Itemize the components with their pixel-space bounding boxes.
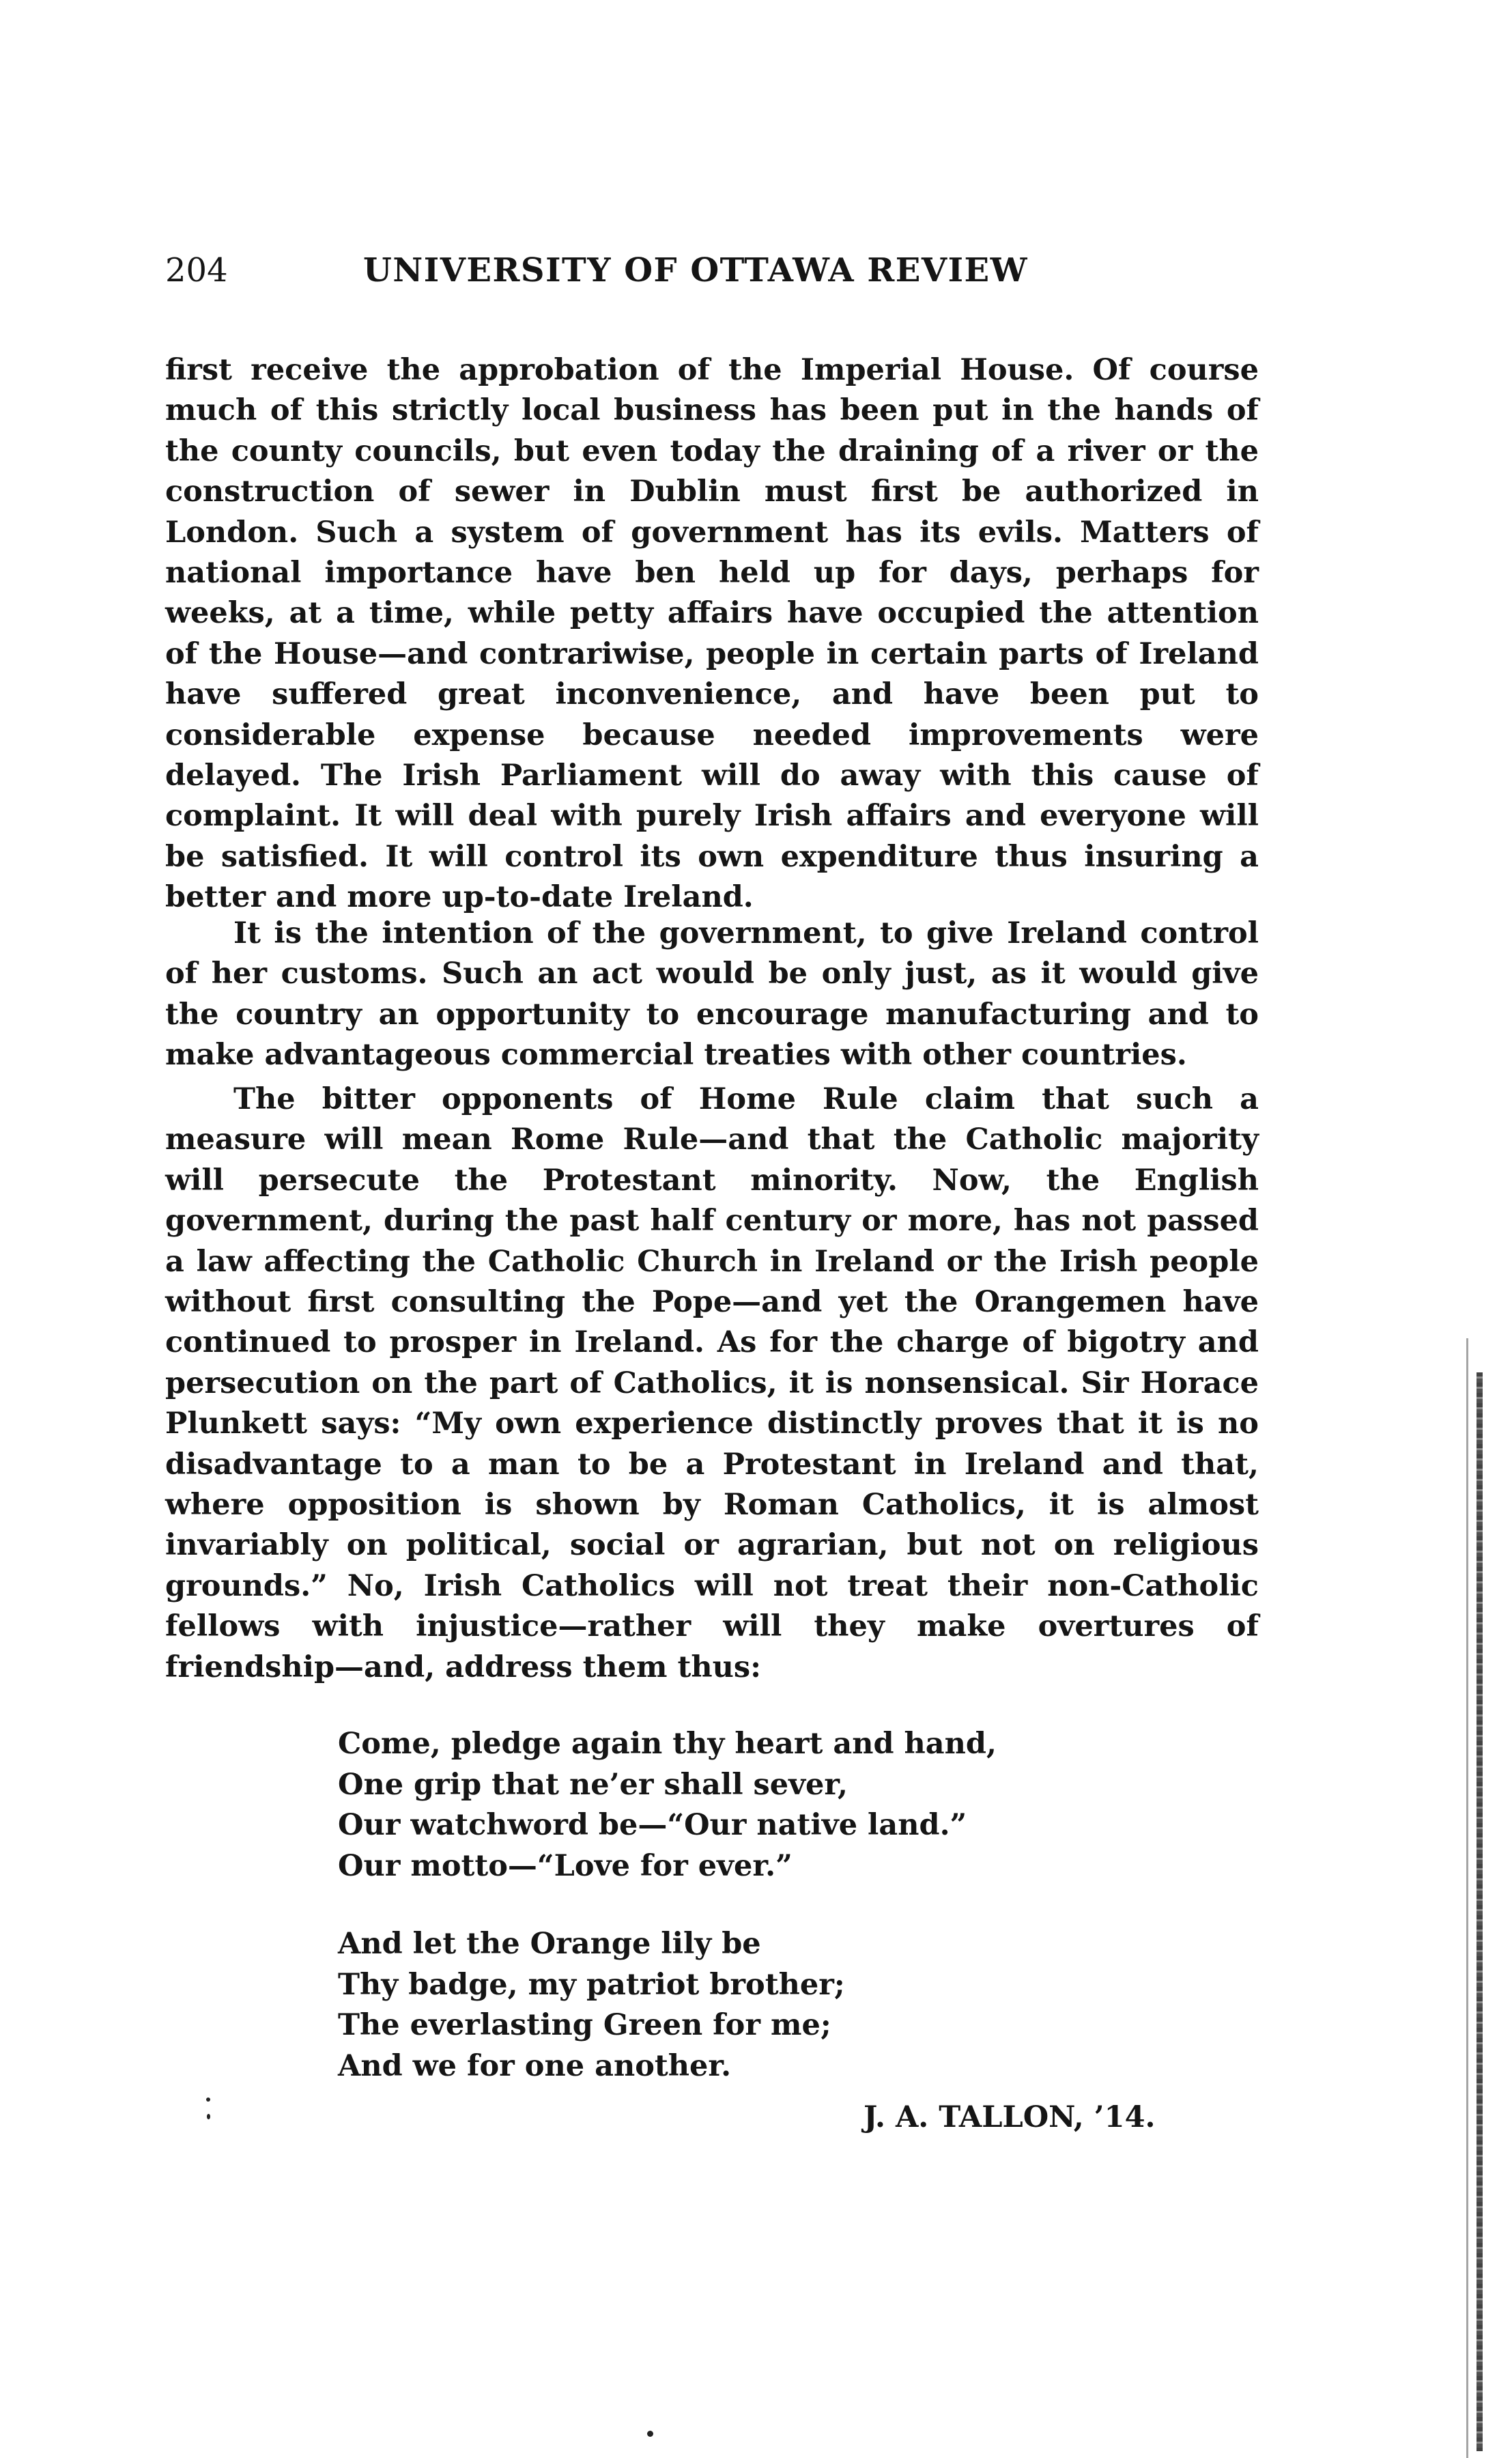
page-number: 204 (165, 251, 228, 289)
body-paragraph: It is the intention of the government, to give Ireland control of her customs. Such an act would be only just, as it would give the country an opportunity to encourage manufacturing and to make advantageous commercial treaties with other countries. (165, 916, 1259, 1073)
running-title: UNIVERSITY OF OTTAWA REVIEW (363, 251, 1029, 289)
scan-binding-edge (1477, 1372, 1483, 2451)
poem-line: Our watchword be—“Our native land.” (338, 1808, 967, 1842)
body-paragraph: first receive the approbation of the Imperial House. Of course much of this strictly local business has been put in the hands of the county councils, but even today the draining of a river or the construction of sewer in Dublin must first be authorized in London. Such a system of government has its evils. Matters of national importance have ben held up for days, perhaps for weeks, at a time, while petty affairs have occupied the attention of the House—and contrariwise, people in certain parts of Ireland have suffered great inconvenience, and have been put to considerable expense because needed improvements were delayed. The Irish Parliament will do away with this cause of complaint. It will deal with purely Irish affairs and everyone will be satisfied. It will control its own expenditure thus insuring a better and more up-to-date Ireland. (165, 353, 1259, 915)
scan-speck (206, 2097, 210, 2102)
poem-stanza (338, 1924, 1021, 2087)
poem-line: And let the Orange lily be (338, 1927, 761, 1961)
poem-line: Our motto—“Love for ever.” (338, 1848, 793, 1883)
poem-line: Come, pledge again thy heart and hand, (338, 1727, 997, 1761)
poem-line: One grip that ne’er shall sever, (338, 1767, 848, 1802)
scan-speck (647, 2431, 653, 2437)
poem-line: Thy badge, my patriot brother; (338, 1967, 845, 2002)
poem-line: And we for one another. (338, 2048, 732, 2083)
page-header (165, 243, 1257, 298)
scan-speck (207, 2114, 210, 2119)
poem-line: The everlasting Green for me; (338, 2008, 831, 2042)
author-signature: J. A. TALLON, ’14. (864, 2100, 1156, 2134)
poem-stanza (338, 1724, 1021, 1887)
body-paragraph: The bitter opponents of Home Rule claim that such a measure will mean Rome Rule—and that the Catholic majority will persecute the Protestant minority. Now, the English government, during the past half century or more, has not passed a law affecting the Catholic Church in Ireland or the Irish people without first consulting the Pope—and yet the Orangemen have continued to prosper in Ireland. As for the charge of bigotry and persecution on the part of Catholics, it is nonsensical. Sir Horace Plunkett says: “My own experience distinctly proves that it is no disadvantage to a man to be a Protestant in Ireland and that, where opposition is shown by Roman Catholics, it is almost invariably on political, social or agrarian, but not on religious grounds.” No, Irish Catholics will not treat their non-Catholic fellows with injustice—rather will they make overtures of friendship—and, address them thus: (165, 1082, 1259, 1684)
scan-edge-shadow (1466, 1338, 1468, 2458)
